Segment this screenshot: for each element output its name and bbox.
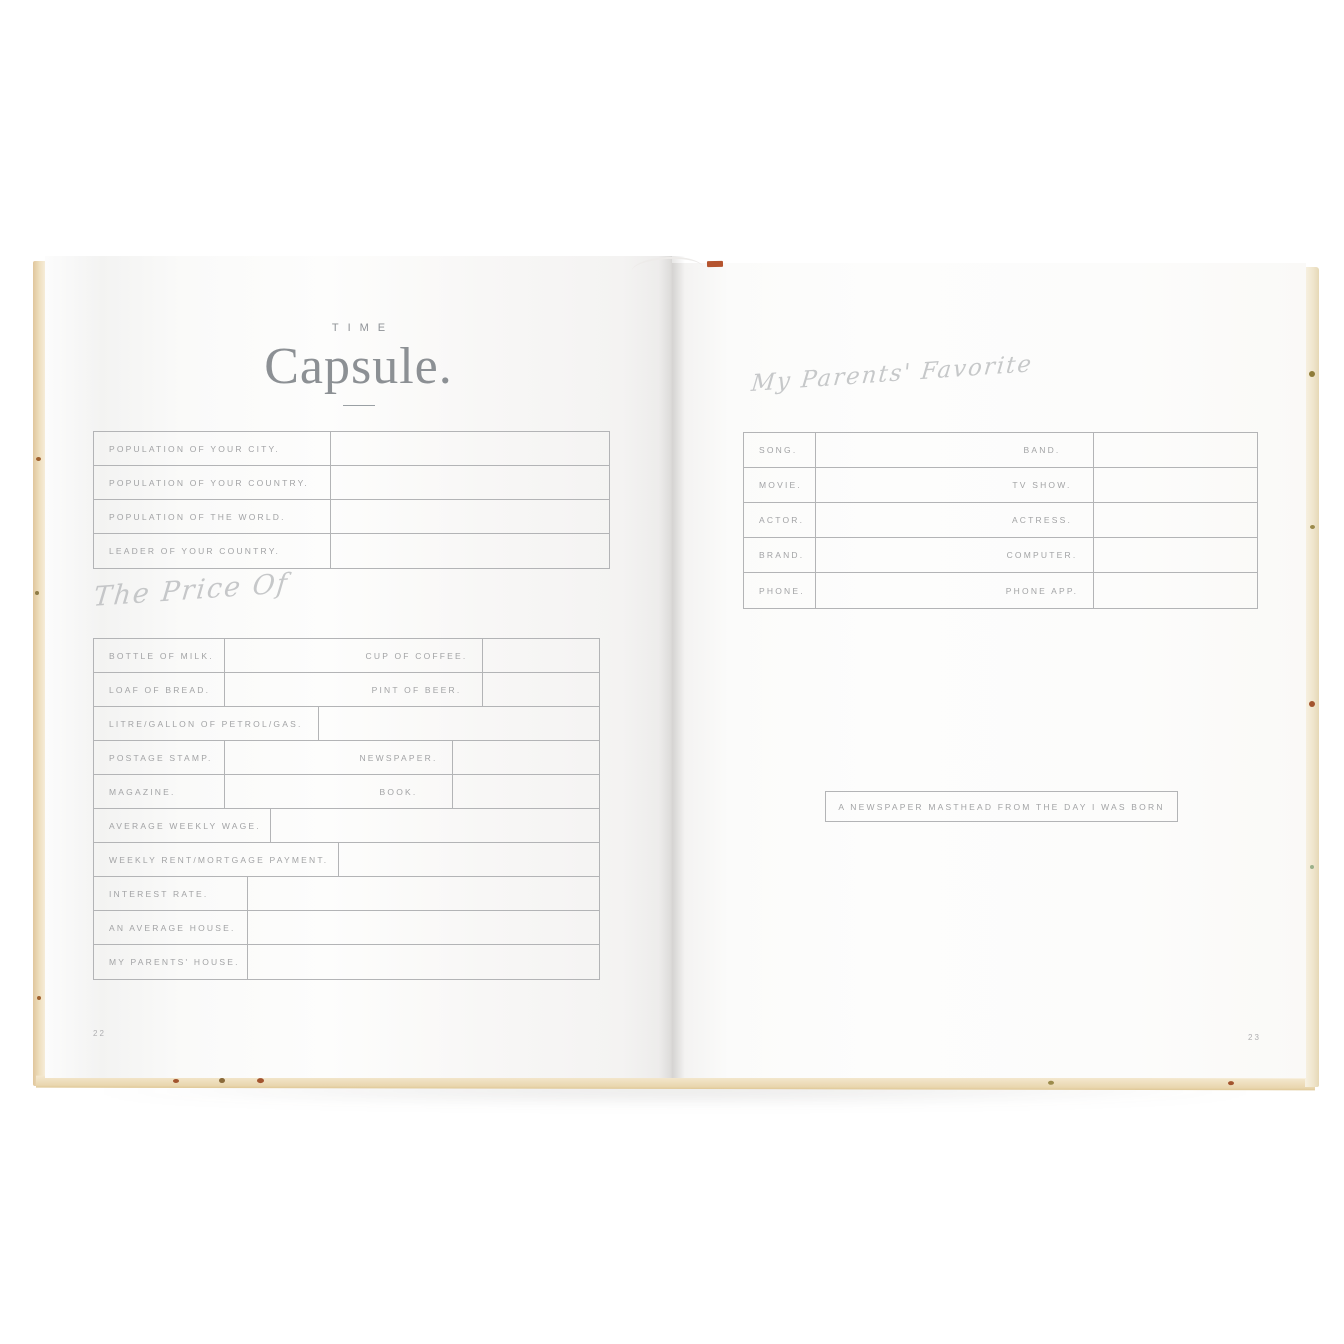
row-label: BRAND. [744, 538, 816, 572]
answer-space [1094, 433, 1257, 467]
answer-space [453, 741, 599, 774]
bookmark-ribbon-icon [707, 261, 723, 267]
answer-space [1094, 573, 1257, 608]
table-row [744, 468, 1257, 503]
floral-sprig-dot [219, 1078, 225, 1083]
page-number-left: 22 [93, 1029, 106, 1038]
answer-space [483, 639, 599, 672]
table-row [94, 534, 609, 568]
row-label: CUP OF COFFEE. [351, 639, 483, 672]
answer-space [248, 877, 599, 910]
answer-space [816, 468, 991, 502]
table-row [744, 538, 1257, 573]
answer-space [331, 466, 609, 499]
parents-favorites-table [743, 432, 1258, 609]
cover-spine-left-edge [33, 261, 45, 1086]
row-label: NEWSPAPER. [345, 741, 453, 774]
answer-space [271, 809, 599, 842]
floral-sprig-dot [173, 1079, 179, 1083]
floral-sprig-dot [1309, 701, 1315, 707]
answer-space [248, 945, 599, 979]
answer-space [1094, 503, 1257, 537]
answer-space [331, 534, 609, 568]
row-label: SONG. [744, 433, 816, 467]
parents-favorite-heading: My Parents' Favorite [750, 351, 1035, 397]
row-label: TV SHOW. [991, 468, 1094, 502]
row-label: BOOK. [345, 775, 453, 808]
answer-space [319, 707, 599, 740]
masthead-label: A NEWSPAPER MASTHEAD FROM THE DAY I WAS BORN [838, 801, 1165, 812]
answer-space [816, 573, 991, 608]
answer-space [331, 432, 609, 465]
row-label: PHONE. [744, 573, 816, 608]
row-label: LOAF OF BREAD. [94, 673, 225, 706]
page-title: Capsule. [264, 338, 453, 395]
row-label: POPULATION OF YOUR COUNTRY. [94, 466, 331, 499]
floral-sprig-dot [1310, 525, 1315, 529]
answer-space [331, 500, 609, 533]
table-row [94, 466, 609, 500]
row-label: LEADER OF YOUR COUNTRY. [94, 534, 331, 568]
right-page [672, 263, 1306, 1078]
floral-sprig-dot [1048, 1081, 1054, 1085]
answer-space [225, 639, 351, 672]
newspaper-masthead-box [825, 791, 1178, 822]
page-number-right: 23 [1248, 1033, 1261, 1042]
row-label: MY PARENTS' HOUSE. [94, 945, 248, 979]
table-row [94, 673, 599, 707]
floral-sprig-dot [35, 591, 39, 595]
open-baby-book [33, 256, 1320, 1092]
answer-space [248, 911, 599, 944]
left-page [45, 256, 672, 1078]
table-row [744, 573, 1257, 608]
table-row [94, 741, 599, 775]
cover-right-edge [1305, 267, 1319, 1087]
answer-space [1094, 538, 1257, 572]
time-capsule-info-table [93, 431, 610, 569]
table-row [94, 911, 599, 945]
price-of-table [93, 638, 600, 980]
floral-sprig-dot [257, 1078, 264, 1083]
row-label: MAGAZINE. [94, 775, 225, 808]
row-label: AVERAGE WEEKLY WAGE. [94, 809, 271, 842]
answer-space [225, 775, 345, 808]
row-label: AN AVERAGE HOUSE. [94, 911, 248, 944]
row-label: WEEKLY RENT/MORTGAGE PAYMENT. [94, 843, 339, 876]
answer-space [339, 843, 599, 876]
table-row [94, 877, 599, 911]
row-label: ACTOR. [744, 503, 816, 537]
row-label: MOVIE. [744, 468, 816, 502]
answer-space [816, 433, 991, 467]
table-row [94, 945, 599, 979]
table-row [94, 809, 599, 843]
row-label: ACTRESS. [991, 503, 1094, 537]
table-row [94, 707, 599, 741]
row-label: POSTAGE STAMP. [94, 741, 225, 774]
floral-sprig-dot [37, 996, 41, 1000]
row-label: POPULATION OF YOUR CITY. [94, 432, 331, 465]
table-row [744, 433, 1257, 468]
row-label: LITRE/GALLON OF PETROL/GAS. [94, 707, 319, 740]
floral-sprig-dot [1309, 371, 1315, 377]
row-label: PINT OF BEER. [351, 673, 483, 706]
row-label: PHONE APP. [991, 573, 1094, 608]
table-row [94, 843, 599, 877]
page-eyebrow: TIME [331, 322, 395, 334]
row-label: BOTTLE OF MILK. [94, 639, 225, 672]
table-row [94, 500, 609, 534]
answer-space [225, 741, 345, 774]
answer-space [453, 775, 599, 808]
row-label: POPULATION OF THE WORLD. [94, 500, 331, 533]
row-label: COMPUTER. [991, 538, 1094, 572]
answer-space [816, 503, 991, 537]
title-divider-line [343, 405, 375, 406]
table-row [94, 639, 599, 673]
floral-sprig-dot [1310, 865, 1314, 869]
answer-space [225, 673, 351, 706]
row-label: BAND. [991, 433, 1094, 467]
price-of-heading: The Price Of [92, 568, 291, 613]
floral-sprig-dot [36, 457, 41, 461]
table-row [94, 775, 599, 809]
floral-sprig-dot [1228, 1081, 1234, 1085]
answer-space [1094, 468, 1257, 502]
table-row [94, 432, 609, 466]
row-label: INTEREST RATE. [94, 877, 248, 910]
answer-space [816, 538, 991, 572]
answer-space [483, 673, 599, 706]
table-row [744, 503, 1257, 538]
